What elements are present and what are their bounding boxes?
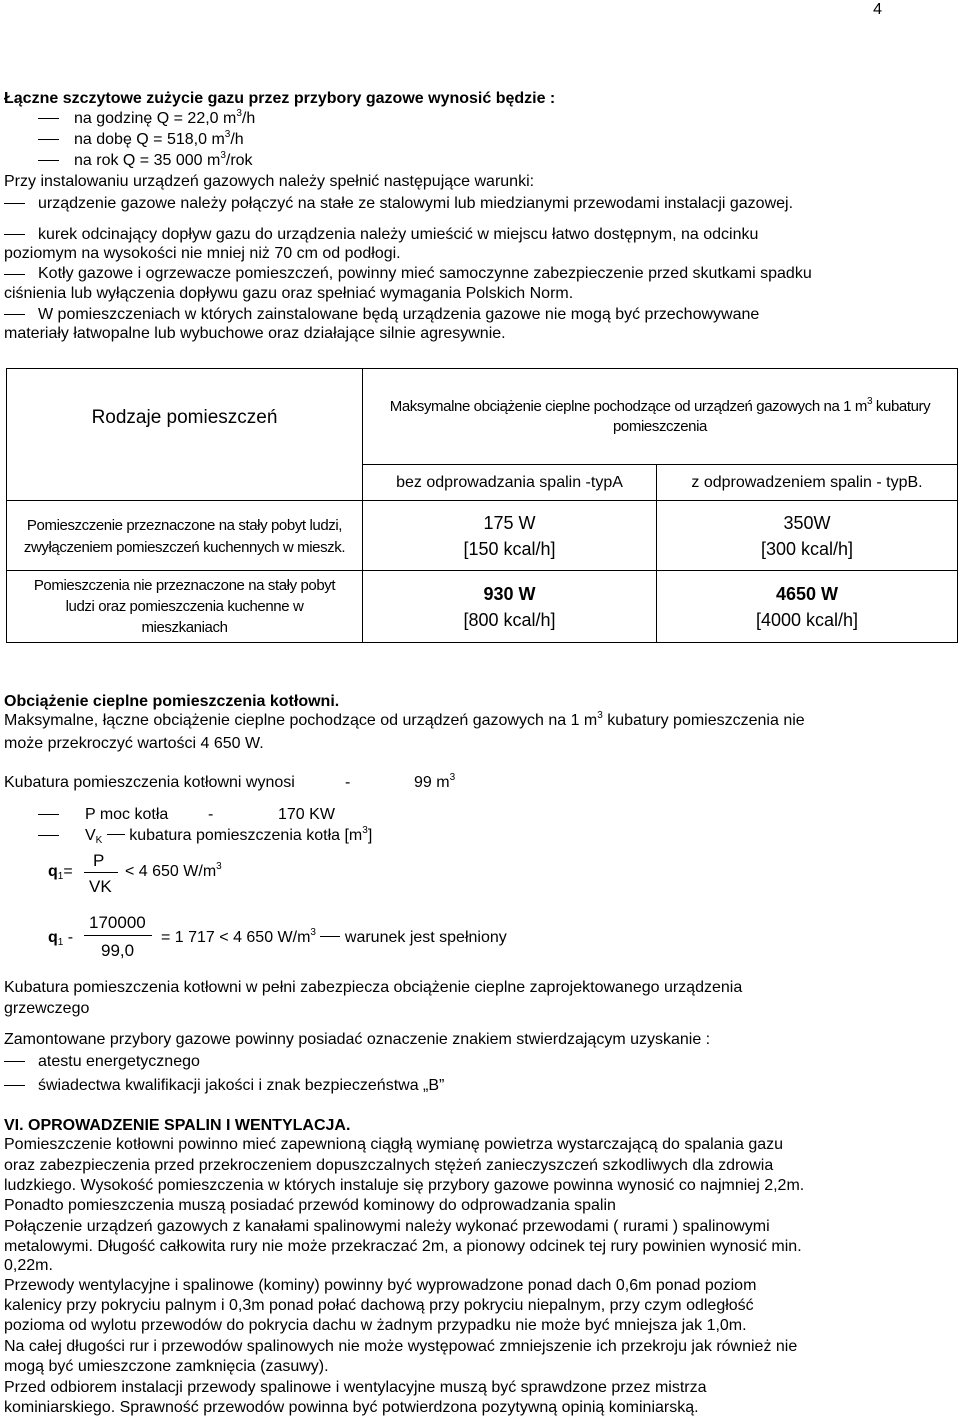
power-label: P moc kotła <box>85 806 169 823</box>
row-value-type-b: 350W [300 kcal/h] <box>657 501 958 571</box>
section6-line: poziomа od wylotu przewodów do pokrycia dachu w żadnym przypadku nie może być mniejsza jak 1,0m. <box>4 1317 747 1334</box>
formula2-rest: = 1 717 < 4 650 $W/m^3$ warunek jest spełniony <box>161 927 507 946</box>
volume-value: 99 $m^3$ <box>414 772 456 791</box>
section6-line: kominiarskiego. Sprawność przewodów powinna być potwierdzona pozytywną opinią kominiarską. <box>4 1399 699 1416</box>
list-dash <box>4 314 25 315</box>
list-dash <box>38 139 59 140</box>
boiler-para1-line2: może przekroczyć wartości 4 650 W. <box>4 735 264 752</box>
boiler-para3: Zamontowane przybory gazowe powinny posiadać oznaczenie znakiem stwierdzającym uzyskanie : <box>4 1031 711 1048</box>
consumption-hour: na godzinę Q = 22,0 $m^3/h$ <box>74 108 256 127</box>
condition-3-line1: Kotły gazowe i ogrzewacze pomieszczeń, powinny mieć samoczynne zabezpieczenie przed skutkami spadku <box>38 265 812 282</box>
formula1-rest: < 4 650 $W/m^3$ <box>125 861 222 880</box>
summary-heading: Łączne szczytowe zużycie gazu przez przybory gazowe wynosić będzie : <box>4 90 556 107</box>
section6-line: ludzkiego. Wysokość pomieszczenia w których instaluje się przybory gazowe powinna wynosić co najmniej 2,2m. <box>4 1177 805 1194</box>
section6-line: Na całej długości rur i przewodów spalinowych nie może występować zmniejszenie ich przekroju jak również nie <box>4 1338 798 1355</box>
list-dash <box>4 1085 25 1086</box>
row-label: Pomieszczenie przeznaczone na stały pobyt ludzi, zwyłączeniem pomieszczeń kuchennych w mieszk. <box>7 501 363 571</box>
section6-line: kalenicy przy pokryciu palnym i 0,3m ponad połać dachową przy pokryciu niepalnym, przy czym odległość <box>4 1297 754 1314</box>
section6-line: Przewody wentylacyjne i spalinowe (kominy) powinny być wyprowadzone ponad dach 0,6m ponad poziom <box>4 1277 757 1294</box>
section6-line: Przed odbiorem instalacji przewody spalinowe i wentylacyjne muszą być sprawdzone przez mistrza <box>4 1379 707 1396</box>
section6-line: Ponadto pomieszczenia muszą posiadać przewód kominowy do odprowadzania spalin <box>4 1197 616 1214</box>
list-dash <box>38 835 59 836</box>
list-dash <box>4 274 25 275</box>
boiler-heading: Obciążenie cieplne pomieszczenia kotłowni. <box>4 693 340 710</box>
row-value-type-b: 4650 W [4000 kcal/h] <box>657 571 958 643</box>
section6-heading: VI. OPROWADZENIE SPALIN I WENTYLACJA. <box>4 1117 351 1134</box>
volume-symbol-line: $V_K$ kubatura pomieszczenia kotła $[m^3]$ <box>85 825 373 846</box>
section6-line: Pomieszczenie kotłowni powinno mieć zapewnioną ciągłą wymianę powietrza wystarczającą do spalania gazu <box>4 1136 784 1153</box>
volume-dash: - <box>345 774 351 791</box>
list-dash <box>38 160 59 161</box>
table-subheader-type-a: bez odprowadzania spalin -typA <box>363 465 657 501</box>
formula2-numerator: 170000 <box>89 913 146 932</box>
condition-1: urządzenie gazowe należy połączyć na stałe ze stalowymi lub miedzianymi przewodami instalacji gazowej. <box>38 195 794 212</box>
table-row <box>7 501 958 571</box>
formula1-denominator: VK <box>89 877 112 896</box>
section6-line: 0,22m. <box>4 1257 53 1274</box>
table-subheader-type-b: z odprowadzeniem spalin - typB. <box>657 465 958 501</box>
list-dash <box>4 1061 25 1062</box>
fraction-bar <box>84 935 152 936</box>
heat-load-table <box>6 368 958 643</box>
fraction-bar <box>84 872 118 873</box>
boiler-para1-line1: Maksymalne, łączne obciążenie cieplne pochodzące od urządzeń gazowych na 1 $m^3$ kubatury pomieszczenia nie <box>4 710 805 729</box>
volume-label: Kubatura pomieszczenia kotłowni wynosi <box>4 774 295 791</box>
list-dash <box>38 118 59 119</box>
condition-3-line2: ciśnienia lub wyłączenia dopływu gazu oraz spełniać wymagania Polskich Norm. <box>4 285 574 302</box>
table-row <box>7 571 958 643</box>
section6-line: oraz zabezpieczenia przed przekroczeniem dopuszczalnych stężeń zanieczyszczeń szkodliwych dla zdrowia <box>4 1157 774 1174</box>
cert-item-1: atestu energetycznego <box>38 1053 200 1070</box>
boiler-para2-line1: Kubatura pomieszczenia kotłowni w pełni zabezpiecza obciążenie cieplne zaprojektowanego urządzenia <box>4 979 743 996</box>
section6-line: Połączenie urządzeń gazowych z kanałami spalinowymi należy wykonać przewodami ( rurami ) spalinowymi <box>4 1218 770 1235</box>
power-dash: - <box>208 806 214 823</box>
consumption-year: na rok Q = 35 000 $m^3$/rok <box>74 150 253 169</box>
conditions-intro: Przy instalowaniu urządzeń gazowych należy spełnić następujące warunki: <box>4 173 535 190</box>
power-value: 170 KW <box>278 806 335 823</box>
condition-4-line2: materiały łatwopalne lub wybuchowe oraz działające silnie agresywnie. <box>4 325 506 342</box>
row-value-type-a: 930 W [800 kcal/h] <box>363 571 657 643</box>
page-number: 4 <box>873 1 882 18</box>
row-label: Pomieszczenia nie przeznaczone na stały pobyt ludzi oraz pomieszczenia kuchenne w mieszkaniach <box>7 571 363 643</box>
formula2-denominator: 99,0 <box>101 941 135 960</box>
q1-label: $q_1=$ <box>48 863 73 882</box>
row-value-type-a: 175 W [150 kcal/h] <box>363 501 657 571</box>
boiler-para2-line2: grzewczego <box>4 1000 90 1017</box>
list-dash <box>4 203 25 204</box>
section6-line: mogą być umieszczone zamknięcia (zasuwy). <box>4 1358 329 1375</box>
q1-label-2: $q_1$ - <box>48 929 74 948</box>
condition-4-line1: W pomieszczeniach w których zainstalowane będą urządzenia gazowe nie mogą być przechowywane <box>38 306 760 323</box>
table-header-max-load: Maksymalne obciążenie cieplne pochodzące od urządzeń gazowych na 1 $m^3$ kubatury pomieszczenia <box>363 369 958 465</box>
table-header-room-types: Rodzaje pomieszczeń <box>7 369 363 501</box>
condition-2-line2: poziomym na wysokości nie mniej niż 70 cm od podłogi. <box>4 245 401 262</box>
section6-line: metalowymi. Długość całkowita rury nie może przekraczać 2m, a pionowy odcinek tej rury powinien wynosić min. <box>4 1238 802 1255</box>
consumption-day: na dobę Q = 518,0 $m^3/h$ <box>74 129 244 148</box>
list-dash <box>4 234 25 235</box>
list-dash <box>38 814 59 815</box>
formula1-numerator: P <box>93 851 105 870</box>
condition-2-line1: kurek odcinający dopływ gazu do urządzenia należy umieścić w miejscu łatwo dostępnym, na odcinku <box>38 226 759 243</box>
cert-item-2: świadectwa kwalifikacji jakości i znak bezpieczeństwa „B” <box>38 1077 445 1094</box>
